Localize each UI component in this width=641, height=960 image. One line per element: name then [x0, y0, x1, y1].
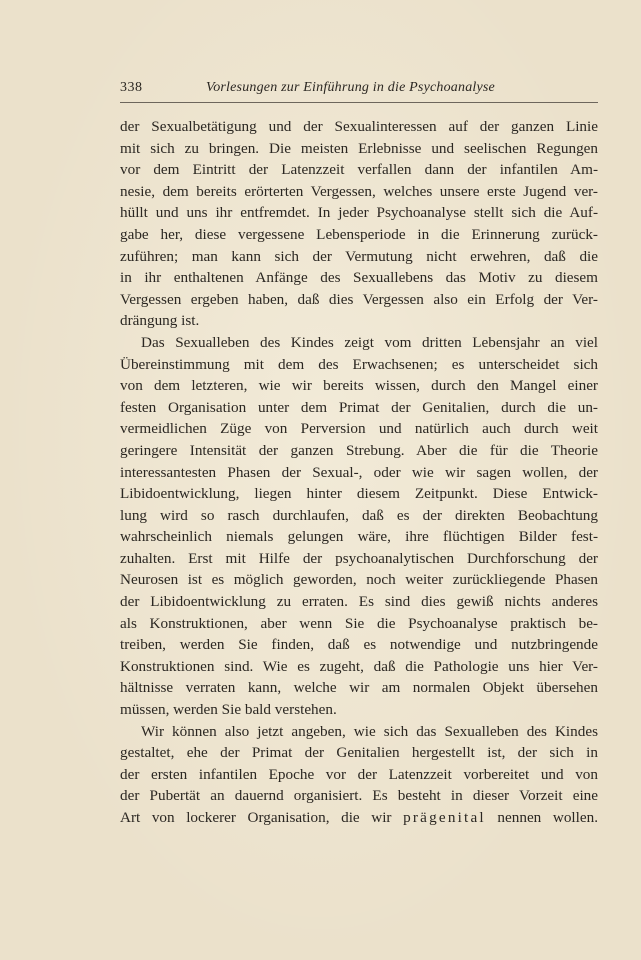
text-line: drängung ist. [120, 312, 200, 330]
text-line-final [120, 807, 598, 829]
text-line: festen Organisation unter dem Primat der Genitalien, durch die un- [120, 398, 598, 416]
header-rule [120, 102, 598, 103]
text-line: hüllt und uns ihr entfremdet. In jeder Psychoanalyse stellt sich die Auf- [120, 204, 598, 222]
text-line: Übereinstimmung mit dem des Erwachsenen; es unterscheidet sich [120, 355, 598, 373]
text-line: mit sich zu bringen. Die meisten Erlebnisse und seelischen Regungen [120, 139, 598, 157]
text-line: Wir können also jetzt angeben, wie sich das Sexualleben des Kindes [141, 722, 598, 740]
text-line: zuführen; man kann sich der Vermutung nicht erwehren, daß die [120, 247, 598, 265]
paragraph [120, 721, 598, 829]
text-line: der Sexualbetätigung und der Sexualinteressen auf der ganzen Linie [120, 118, 598, 135]
text-line: wahrscheinlich niemals gelungen wäre, ihre flüchtigen Bilder fest- [120, 528, 598, 546]
text-line: Libidoentwicklung, liegen hinter diesem Zeitpunkt. Diese Entwick- [120, 485, 598, 503]
text-line: gestaltet, ehe der Primat der Genitalien hergestellt ist, der sich in [120, 744, 598, 762]
text-line: nesie, dem bereits erörterten Vergessen, welches unsere erste Jugend ver- [120, 182, 598, 200]
text-line: gabe her, diese vergessene Lebensperiode in die Erinnerung zurück- [120, 225, 598, 243]
final-line-prefix: Art von lockerer Organisation, die wir [120, 809, 392, 826]
text-line: Neurosen ist es möglich geworden, noch weiter zurückliegende Phasen [120, 571, 598, 589]
text-line: vor dem Eintritt der Latenzzeit verfallen dann der infantilen Am- [120, 161, 598, 179]
emphasized-term: prägenital [403, 809, 486, 826]
final-line-suffix: nennen wollen. [497, 809, 599, 826]
text-line: lung wird so rasch durchlaufen, daß es der direkten Beobachtung [120, 506, 598, 524]
text-line: in ihr enthaltenen Anfänge des Sexuallebens das Motiv zu diesem [120, 269, 598, 287]
text-line: der Pubertät an dauernd organisiert. Es besteht in dieser Vorzeit eine [120, 787, 598, 805]
text-line: Konstruktionen sind. Wie es zugeht, daß die Pathologie uns hier Ver- [120, 657, 598, 675]
text-line: geringere Intensität der ganzen Strebung. Aber die für die Theorie [120, 441, 598, 459]
text-line: interessantesten Phasen der Sexual-, oder wie wir sagen wollen, der [120, 463, 598, 481]
text-line: zuhalten. Erst mit Hilfe der psychoanalytischen Durchforschung der [120, 549, 598, 567]
text-line: Vergessen ergeben haben, daß dies Vergessen also ein Erfolg der Ver- [120, 290, 598, 308]
text-line: hältnisse verraten kann, welche wir am normalen Objekt übersehen [120, 679, 598, 697]
text-line: müssen, werden Sie bald verstehen. [120, 701, 337, 719]
body-text [120, 116, 598, 829]
text-line: vermeidlichen Züge von Perversion und natürlich auch durch weit [120, 420, 598, 438]
text-line: der ersten infantilen Epoche vor der Latenzzeit vorbereitet und von [120, 765, 598, 783]
paragraph [120, 116, 598, 332]
text-line: der Libidoentwicklung zu erraten. Es sind dies gewiß nichts anderes [120, 593, 598, 611]
text-line: Das Sexualleben des Kindes zeigt vom dritten Lebensjahr an viel [141, 333, 598, 351]
text-line: als Konstruktionen, aber wenn Sie die Psychoanalyse praktisch be- [120, 614, 598, 632]
running-title: Vorlesungen zur Einführung in die Psychoanalyse [206, 80, 495, 95]
text-line: treiben, werden Sie finden, daß es notwendige und nutzbringende [120, 636, 598, 654]
text-line: von dem letzteren, wie wir bereits wissen, durch den Mangel einer [120, 377, 598, 395]
paragraph [120, 332, 598, 721]
page-number: 338 [120, 80, 143, 95]
